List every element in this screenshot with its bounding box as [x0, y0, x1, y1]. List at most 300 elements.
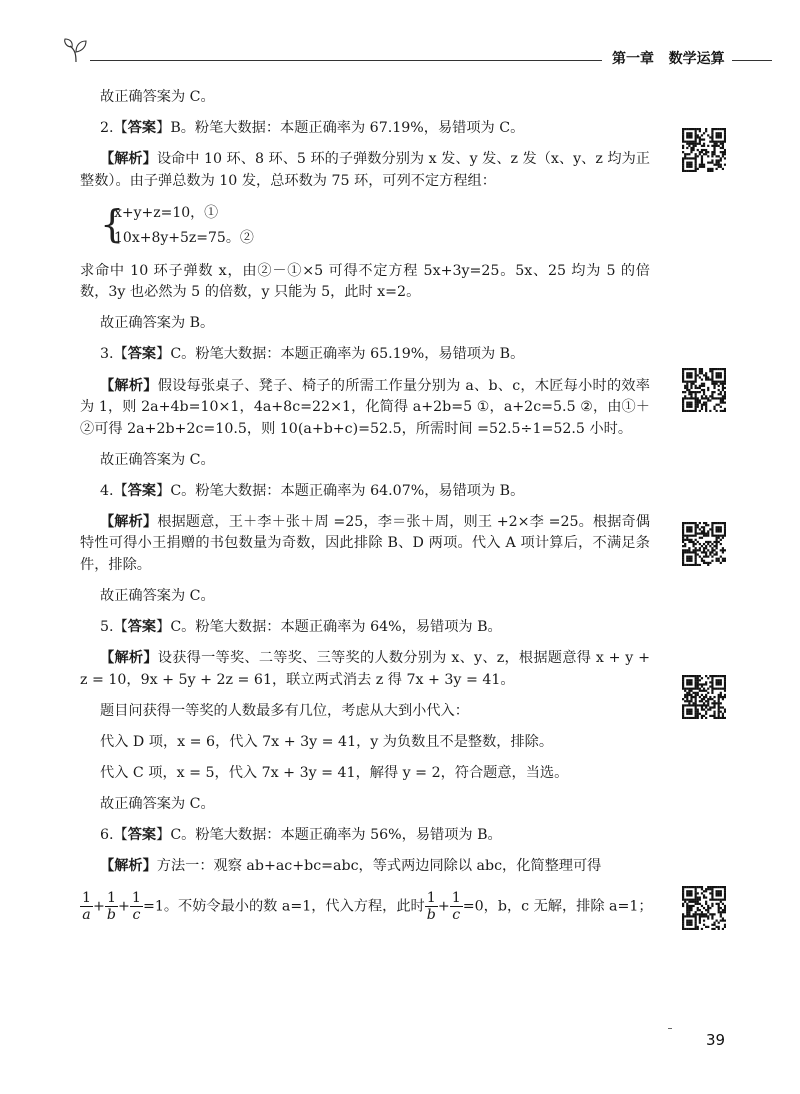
- qr-module: [720, 147, 722, 149]
- numerator: 1: [451, 889, 461, 906]
- qr-module: [716, 164, 718, 166]
- qr-module: [718, 528, 720, 530]
- qr-module: [724, 894, 726, 896]
- qr-module: [690, 711, 692, 713]
- qr-module: [701, 683, 703, 685]
- qr-module: [682, 683, 684, 685]
- qr-module: [705, 926, 707, 928]
- qr-module: [697, 675, 699, 677]
- qr-module: [720, 402, 722, 404]
- qr-module: [688, 924, 690, 926]
- qr-module: [684, 170, 686, 172]
- qr-module: [709, 715, 711, 717]
- qr-module: [707, 677, 709, 679]
- qr-module: [724, 530, 726, 532]
- qr-module: [703, 522, 705, 524]
- qr-module: [711, 683, 713, 685]
- qr-module: [690, 894, 692, 896]
- qr-module: [722, 155, 724, 157]
- qr-module: [695, 399, 697, 401]
- qr-module: [695, 556, 697, 558]
- qr-module: [716, 926, 718, 928]
- qr-module: [699, 537, 701, 539]
- qr-module: [695, 551, 697, 553]
- explanation-q6: [80, 856, 650, 878]
- qr-module: [686, 385, 688, 387]
- qr-module: [699, 385, 701, 387]
- qr-module: [690, 391, 692, 393]
- qr-module: [682, 706, 684, 708]
- qr-module: [716, 134, 718, 136]
- qr-module: [718, 374, 720, 376]
- qr-module: [695, 164, 697, 166]
- qr-module: [688, 915, 690, 917]
- qr-module: [718, 128, 720, 130]
- qr-module: [686, 920, 688, 922]
- qr-module: [688, 136, 690, 138]
- qr-module: [695, 903, 697, 905]
- qr-module: [716, 159, 718, 161]
- qr-module: [724, 410, 726, 412]
- qr-module: [722, 886, 724, 888]
- qr-module: [703, 402, 705, 404]
- qr-module: [684, 899, 686, 901]
- qr-module: [703, 393, 705, 395]
- qr-module: [695, 410, 697, 412]
- qr-module: [690, 372, 692, 374]
- qr-module: [711, 892, 713, 894]
- qr-module: [688, 890, 690, 892]
- qr-module: [686, 905, 688, 907]
- chapter-title: [612, 48, 725, 68]
- qr-module: [695, 709, 697, 711]
- qr-module: [699, 896, 701, 898]
- qr-module: [688, 547, 690, 549]
- qr-module: [718, 903, 720, 905]
- qr-module: [682, 130, 684, 132]
- qr-module: [716, 132, 718, 134]
- qr-module: [718, 681, 720, 683]
- qr-module: [709, 395, 711, 397]
- qr-module: [722, 151, 724, 153]
- qr-module: [682, 132, 684, 134]
- qr-module: [718, 155, 720, 157]
- qr-module: [722, 128, 724, 130]
- qr-module: [716, 368, 718, 370]
- qr-module: [720, 134, 722, 136]
- qr-module: [692, 522, 694, 524]
- qr-module: [703, 549, 705, 551]
- qr-module: [686, 696, 688, 698]
- qr-module: [688, 556, 690, 558]
- qr-module: [692, 391, 694, 393]
- qr-module: [720, 543, 722, 545]
- qr-module: [722, 688, 724, 690]
- qr-code-q5[interactable]: [682, 675, 726, 719]
- qr-module: [720, 915, 722, 917]
- qr-module: [688, 549, 690, 551]
- qr-module: [705, 553, 707, 555]
- qr-module: [686, 134, 688, 136]
- qr-module: [701, 532, 703, 534]
- margin-mark: [668, 1028, 672, 1029]
- qr-module: [701, 526, 703, 528]
- qr-module: [716, 522, 718, 524]
- qr-module: [692, 157, 694, 159]
- qr-module: [695, 688, 697, 690]
- fraction-1-over-c: [130, 890, 143, 923]
- qr-module: [692, 545, 694, 547]
- qr-module: [724, 924, 726, 926]
- qr-module: [686, 709, 688, 711]
- qr-module: [722, 551, 724, 553]
- qr-module: [711, 888, 713, 890]
- qr-module: [695, 385, 697, 387]
- qr-module: [695, 524, 697, 526]
- qr-module: [695, 143, 697, 145]
- qr-module: [682, 399, 684, 401]
- qr-module: [707, 702, 709, 704]
- qr-module: [692, 170, 694, 172]
- qr-module: [690, 147, 692, 149]
- qr-module: [684, 688, 686, 690]
- qr-module: [705, 153, 707, 155]
- qr-module: [724, 926, 726, 928]
- qr-module: [701, 704, 703, 706]
- qr-module: [686, 402, 688, 404]
- fraction-1-over-b-2: [425, 890, 438, 923]
- qr-module: [716, 381, 718, 383]
- qr-module: [718, 907, 720, 909]
- explanation-text: 根据题意，王＋李＋张＋周 =25，李＝张＋周，则王 +2×李 =25。根据奇偶特性可得小王捐赠的书包数量为奇数，因此排除 B、D 两项。代入 A 项计算后，不满足条件，排除。: [80, 513, 650, 573]
- qr-module: [724, 149, 726, 151]
- qr-module: [682, 370, 684, 372]
- qr-module: [690, 704, 692, 706]
- qr-module: [690, 679, 692, 681]
- qr-module: [722, 917, 724, 919]
- qr-module: [716, 526, 718, 528]
- qr-module: [688, 404, 690, 406]
- qr-module: [718, 372, 720, 374]
- qr-module: [707, 905, 709, 907]
- qr-module: [684, 522, 686, 524]
- equation-system-q2: [100, 202, 650, 252]
- qr-module: [716, 143, 718, 145]
- qr-module: [705, 909, 707, 911]
- qr-module: [688, 134, 690, 136]
- qr-module: [707, 549, 709, 551]
- qr-module: [690, 551, 692, 553]
- qr-module: [724, 381, 726, 383]
- qr-module: [713, 147, 715, 149]
- qr-module: [705, 556, 707, 558]
- qr-module: [711, 526, 713, 528]
- qr-module: [684, 387, 686, 389]
- qr-module: [713, 535, 715, 537]
- qr-module: [711, 535, 713, 537]
- qr-module: [697, 901, 699, 903]
- qr-module: [682, 675, 684, 677]
- qr-module: [682, 704, 684, 706]
- qr-module: [686, 368, 688, 370]
- qr-module: [686, 911, 688, 913]
- qr-module: [688, 922, 690, 924]
- qr-module: [697, 168, 699, 170]
- explanation-text: 求命中 10 环子弹数 x，由②－①×5 可得不定方程 5x+3y=25。5x、25 均为 5 的倍数，3y 也必然为 5 的倍数，y 只能为 5，此时 x=2。: [80, 262, 650, 301]
- qr-module: [692, 899, 694, 901]
- qr-module: [697, 541, 699, 543]
- qr-module: [684, 928, 686, 930]
- qr-module: [711, 690, 713, 692]
- qr-module: [716, 543, 718, 545]
- qr-module: [686, 381, 688, 383]
- qr-code-q4[interactable]: [682, 522, 726, 566]
- explanation-tag: 【解析】: [100, 513, 158, 530]
- qr-module: [690, 892, 692, 894]
- qr-module: [682, 717, 684, 719]
- qr-module: [724, 151, 726, 153]
- qr-module: [722, 558, 724, 560]
- qr-module: [701, 155, 703, 157]
- qr-module: [724, 685, 726, 687]
- qr-module: [718, 696, 720, 698]
- answer-tag: 答案: [127, 346, 157, 363]
- qr-module: [682, 913, 684, 915]
- qr-module: [688, 372, 690, 374]
- qr-module: [720, 717, 722, 719]
- qr-module: [688, 145, 690, 147]
- qr-module: [690, 404, 692, 406]
- qr-module: [705, 675, 707, 677]
- qr-module: [703, 383, 705, 385]
- qr-module: [722, 920, 724, 922]
- qr-module: [697, 899, 699, 901]
- qr-module: [718, 393, 720, 395]
- qr-module: [697, 909, 699, 911]
- qr-module: [713, 899, 715, 901]
- qr-module: [711, 170, 713, 172]
- qr-module: [711, 924, 713, 926]
- qr-module: [705, 395, 707, 397]
- qr-module: [720, 368, 722, 370]
- qr-module: [686, 164, 688, 166]
- qr-module: [690, 681, 692, 683]
- qr-module: [720, 383, 722, 385]
- fraction-equation-q6: [80, 889, 653, 923]
- qr-module: [686, 522, 688, 524]
- qr-module: [684, 915, 686, 917]
- qr-module: [695, 702, 697, 704]
- qr-module: [695, 896, 697, 898]
- qr-module: [713, 153, 715, 155]
- qr-module: [707, 151, 709, 153]
- qr-module: [697, 402, 699, 404]
- qr-module: [686, 698, 688, 700]
- qr-module: [718, 136, 720, 138]
- qr-module: [699, 909, 701, 911]
- qr-module: [697, 717, 699, 719]
- qr-module: [718, 706, 720, 708]
- qr-module: [682, 920, 684, 922]
- qr-module: [718, 141, 720, 143]
- qr-module: [695, 374, 697, 376]
- qr-module: [713, 149, 715, 151]
- qr-module: [716, 920, 718, 922]
- qr-module: [705, 151, 707, 153]
- qr-module: [682, 541, 684, 543]
- qr-module: [686, 397, 688, 399]
- qr-module: [709, 698, 711, 700]
- qr-module: [686, 681, 688, 683]
- qr-module: [724, 892, 726, 894]
- qr-module: [701, 913, 703, 915]
- qr-module: [697, 694, 699, 696]
- qr-module: [701, 162, 703, 164]
- qr-module: [724, 128, 726, 130]
- chapter-name: 数学运算: [668, 51, 725, 67]
- qr-module: [695, 138, 697, 140]
- qr-module: [699, 683, 701, 685]
- qr-module: [705, 372, 707, 374]
- qr-module: [709, 528, 711, 530]
- qr-module: [682, 391, 684, 393]
- qr-module: [703, 896, 705, 898]
- qr-module: [722, 928, 724, 930]
- qr-code-q6[interactable]: [682, 886, 726, 930]
- qr-module: [695, 920, 697, 922]
- qr-module: [695, 692, 697, 694]
- text: 故正确答案为 C。: [100, 587, 215, 604]
- qr-module: [682, 899, 684, 901]
- qr-module: [720, 911, 722, 913]
- qr-module: [703, 404, 705, 406]
- qr-module: [701, 159, 703, 161]
- qr-module: [720, 406, 722, 408]
- qr-module: [699, 899, 701, 901]
- qr-module: [709, 888, 711, 890]
- qr-module: [724, 164, 726, 166]
- qr-module: [682, 928, 684, 930]
- qr-module: [703, 543, 705, 545]
- qr-module: [709, 399, 711, 401]
- qr-module: [686, 372, 688, 374]
- qr-module: [718, 368, 720, 370]
- qr-module: [718, 385, 720, 387]
- qr-module: [695, 926, 697, 928]
- question-number: 3.【: [100, 346, 128, 363]
- qr-module: [690, 387, 692, 389]
- qr-module: [686, 157, 688, 159]
- qr-module: [705, 683, 707, 685]
- qr-module: [692, 535, 694, 537]
- qr-module: [682, 886, 684, 888]
- qr-module: [686, 560, 688, 562]
- qr-module: [713, 913, 715, 915]
- qr-module: [686, 143, 688, 145]
- qr-module: [707, 535, 709, 537]
- qr-module: [682, 530, 684, 532]
- answer-q2: [100, 118, 650, 140]
- qr-module: [703, 530, 705, 532]
- qr-module: [697, 143, 699, 145]
- qr-module: [686, 556, 688, 558]
- qr-module: [705, 545, 707, 547]
- qr-module: [705, 562, 707, 564]
- qr-module: [711, 383, 713, 385]
- qr-module: [724, 560, 726, 562]
- answer-text: 】C。粉笔大数据：本题正确率为 64.07%，易错项为 B。: [156, 482, 525, 499]
- explanation-q5-step3: [100, 763, 650, 785]
- qr-module: [695, 899, 697, 901]
- qr-module: [716, 162, 718, 164]
- qr-module: [716, 545, 718, 547]
- qr-module: [716, 535, 718, 537]
- chapter-label: 第一章: [612, 51, 654, 67]
- qr-module: [701, 915, 703, 917]
- qr-module: [695, 408, 697, 410]
- qr-module: [682, 528, 684, 530]
- qr-module: [718, 537, 720, 539]
- qr-module: [718, 709, 720, 711]
- qr-module: [688, 905, 690, 907]
- qr-module: [688, 679, 690, 681]
- qr-module: [692, 145, 694, 147]
- qr-module: [684, 155, 686, 157]
- qr-module: [695, 911, 697, 913]
- qr-module: [722, 410, 724, 412]
- qr-module: [713, 717, 715, 719]
- qr-module: [695, 549, 697, 551]
- qr-code-q2[interactable]: [682, 128, 726, 172]
- qr-module: [688, 892, 690, 894]
- qr-module: [690, 374, 692, 376]
- qr-module: [713, 143, 715, 145]
- qr-module: [722, 402, 724, 404]
- qr-module: [688, 391, 690, 393]
- qr-module: [701, 404, 703, 406]
- qr-module: [701, 149, 703, 151]
- qr-module: [682, 560, 684, 562]
- qr-module: [682, 888, 684, 890]
- page-number: 39: [706, 1031, 726, 1049]
- qr-module: [699, 547, 701, 549]
- qr-module: [707, 532, 709, 534]
- qr-module: [686, 675, 688, 677]
- qr-module: [690, 143, 692, 145]
- qr-module: [695, 717, 697, 719]
- qr-module: [686, 890, 688, 892]
- qr-module: [690, 901, 692, 903]
- qr-module: [713, 704, 715, 706]
- qr-module: [707, 541, 709, 543]
- qr-module: [686, 404, 688, 406]
- qr-module: [713, 700, 715, 702]
- qr-module: [718, 905, 720, 907]
- qr-module: [722, 395, 724, 397]
- qr-module: [716, 558, 718, 560]
- qr-module: [695, 393, 697, 395]
- qr-module: [695, 155, 697, 157]
- qr-module: [707, 688, 709, 690]
- qr-module: [697, 679, 699, 681]
- qr-module: [713, 688, 715, 690]
- qr-module: [705, 532, 707, 534]
- qr-module: [718, 376, 720, 378]
- qr-module: [686, 376, 688, 378]
- qr-module: [703, 683, 705, 685]
- qr-module: [695, 677, 697, 679]
- qr-code-q3[interactable]: [682, 368, 726, 412]
